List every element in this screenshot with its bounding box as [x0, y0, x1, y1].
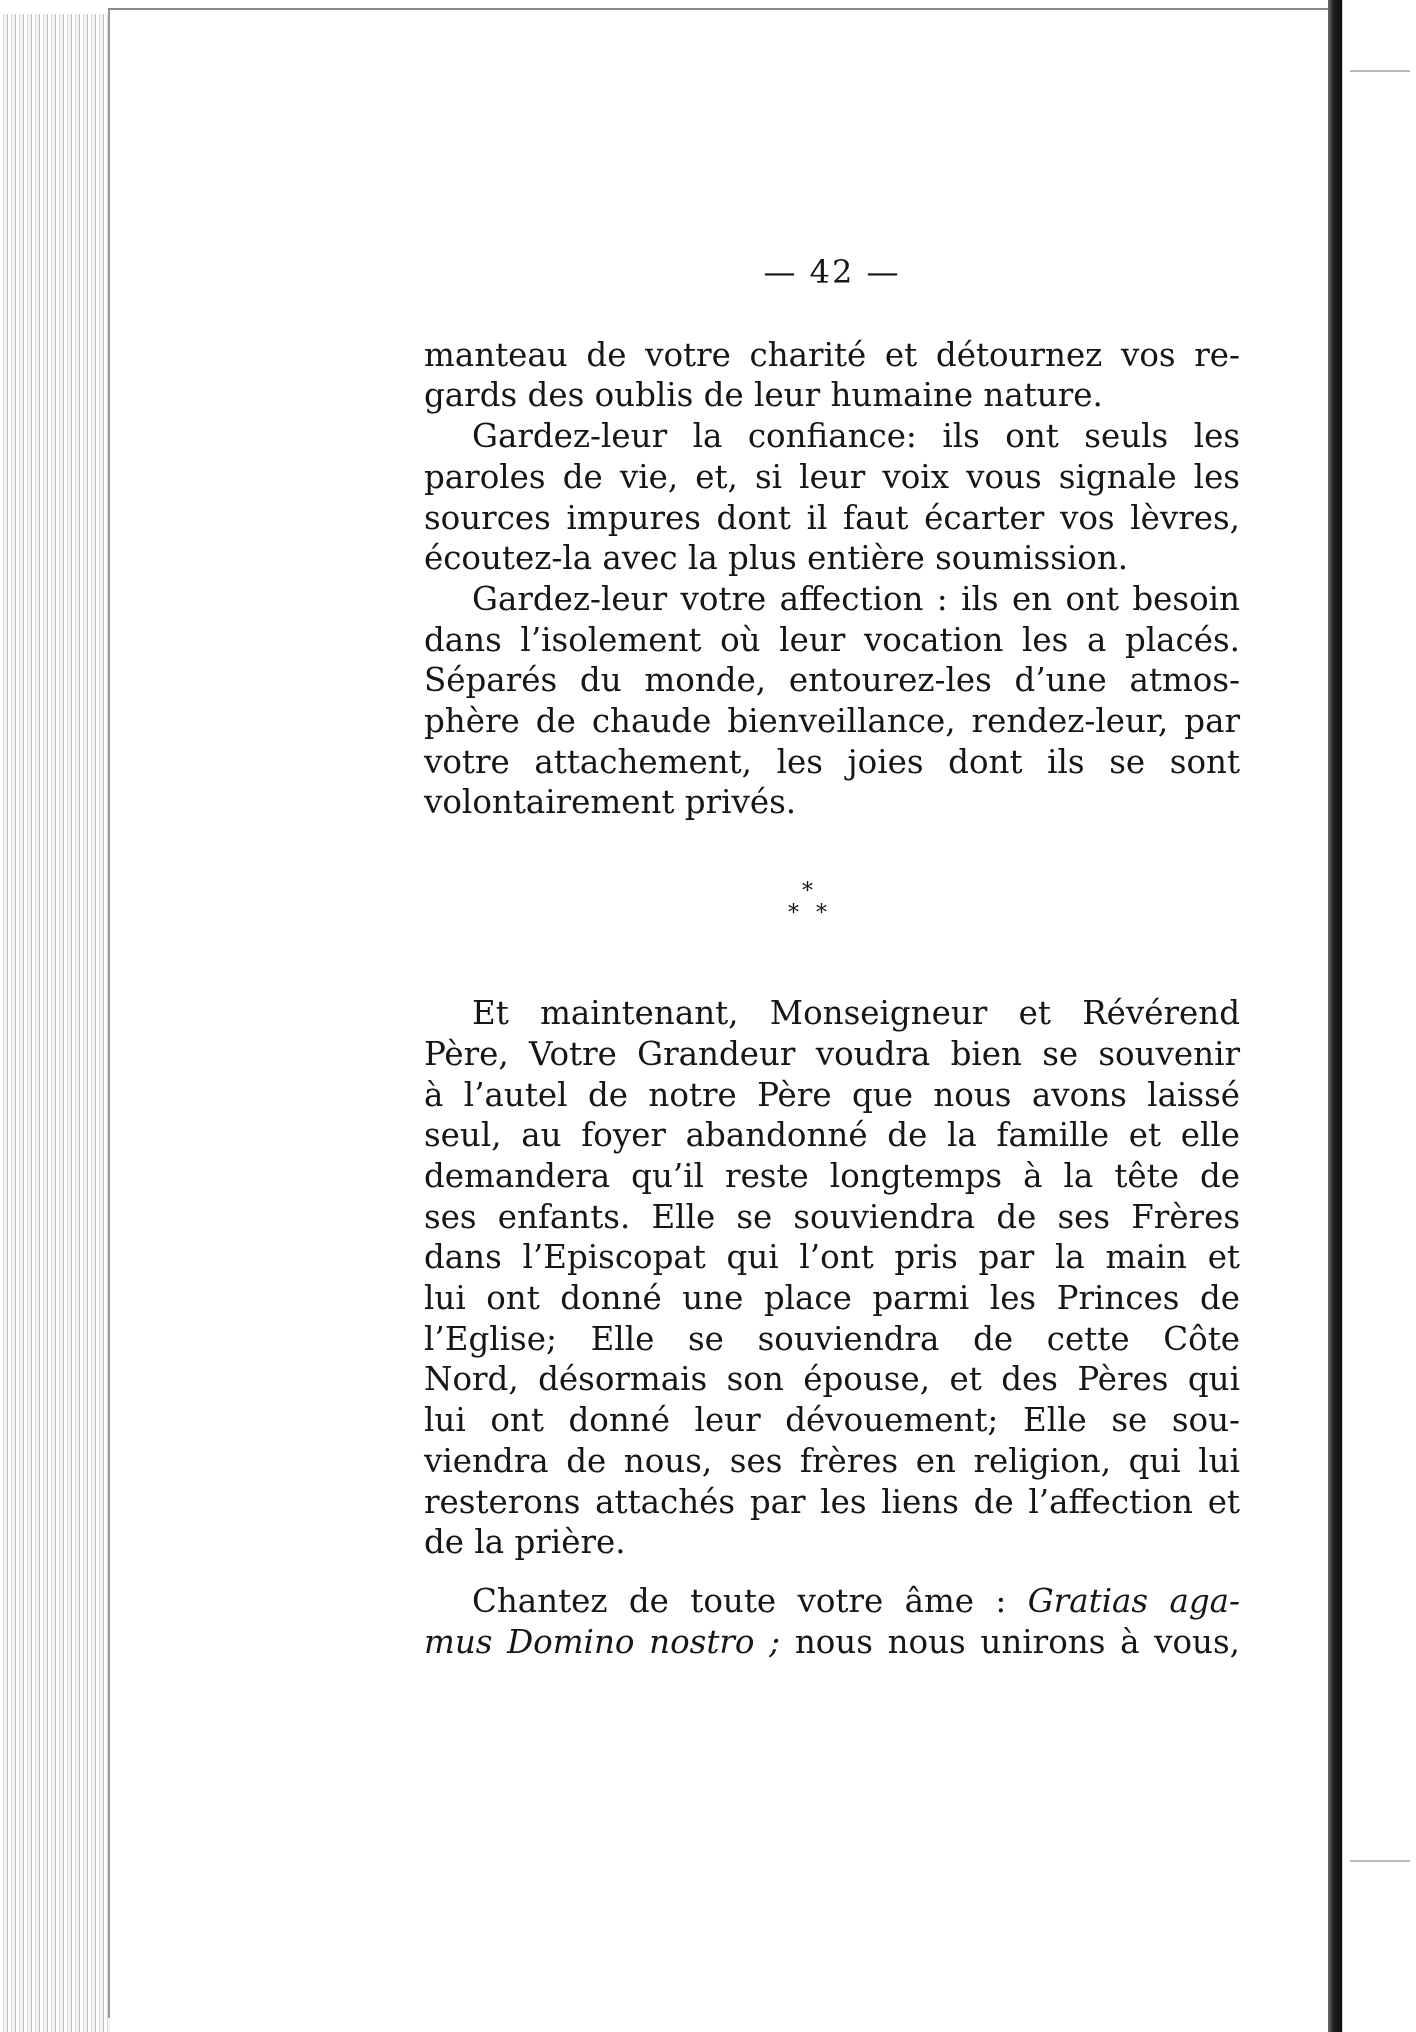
- paragraph: [424, 335, 1240, 416]
- text-line: sources impures dont il faut écarter vos lèvres,: [424, 498, 1240, 537]
- text-line: Gardez-leur la confiance: ils ont seuls les: [472, 417, 1240, 456]
- text-line: Séparés du monde, entourez-les d’une atmos-: [424, 661, 1240, 700]
- paragraph: [424, 1581, 1240, 1662]
- text-line: lui ont donné leur dévouement; Elle se sou-: [424, 1401, 1240, 1440]
- text-line: à l’autel de notre Père que nous avons laissé: [424, 1075, 1240, 1114]
- text-line: [424, 1622, 1240, 1663]
- page-number: — 42 —: [763, 253, 901, 291]
- page-edges: [0, 0, 110, 2032]
- text-line: viendra de nous, ses frères en religion, qui lui: [424, 1441, 1240, 1480]
- text-line: l’Eglise; Elle se souviendra de cette Côte: [424, 1319, 1240, 1358]
- text-line: gards des oublis de leur humaine nature.: [424, 376, 1103, 415]
- text-line: lui ont donné une place parmi les Princes de: [424, 1279, 1240, 1318]
- book-spine: [1328, 0, 1342, 2032]
- text-line: Gardez-leur votre affection : ils en ont besoin: [472, 579, 1240, 618]
- facing-page-mark: [1350, 1860, 1410, 1862]
- text-line: paroles de vie, et, si leur voix vous signale les: [424, 457, 1240, 496]
- text-line: Et maintenant, Monseigneur et Révérend: [472, 994, 1240, 1033]
- text-line: votre attachement, les joies dont ils se sont: [424, 742, 1240, 781]
- text-line: Nord, désormais son épouse, et des Pères qui: [424, 1360, 1240, 1399]
- text-line: demandera qu’il reste longtemps à la tête de: [424, 1156, 1240, 1195]
- text-line: ses enfants. Elle se souviendra de ses Frères: [424, 1197, 1240, 1236]
- page-top-border: [108, 8, 1338, 10]
- asterism-star: *: [816, 901, 827, 927]
- latin-quote: mus Domino nostro ;: [424, 1622, 781, 1661]
- text-line: écoutez-la avec la plus entière soumission.: [424, 539, 1129, 578]
- text-line: seul, au foyer abandonné de la famille et elle: [424, 1116, 1240, 1155]
- text-run: Chantez de toute votre âme :: [472, 1581, 1028, 1620]
- facing-page-mark: [1350, 70, 1410, 72]
- asterism-divider: [424, 863, 1240, 993]
- text-line: manteau de votre charité et détournez vos re-: [424, 335, 1240, 374]
- text-line: volontairement privés.: [424, 783, 797, 822]
- paragraph: [424, 416, 1240, 579]
- page-left-border: [108, 8, 110, 2018]
- paragraph: [424, 579, 1240, 823]
- text-line: phère de chaude bienveillance, rendez-leur, par: [424, 702, 1240, 741]
- text-line: resterons attachés par les liens de l’affection et: [424, 1482, 1240, 1521]
- paragraph: [424, 993, 1240, 1563]
- text-line: Père, Votre Grandeur voudra bien se souvenir: [424, 1034, 1240, 1073]
- facing-page-strip: [1342, 0, 1416, 2032]
- page-edges-top: [0, 0, 110, 14]
- asterism-star: *: [802, 879, 813, 905]
- text-line: dans l’Episcopat qui l’ont pris par la main et: [424, 1238, 1240, 1277]
- text-line: dans l’isolement où leur vocation les a placés.: [424, 620, 1240, 659]
- text-line: de la prière.: [424, 1523, 626, 1562]
- page-text: [424, 252, 1240, 1662]
- asterism-star: *: [788, 901, 799, 927]
- text-line: [424, 1581, 1240, 1622]
- latin-quote: Gratias aga-: [1027, 1581, 1241, 1620]
- text-run: nous nous unirons à vous,: [780, 1622, 1240, 1661]
